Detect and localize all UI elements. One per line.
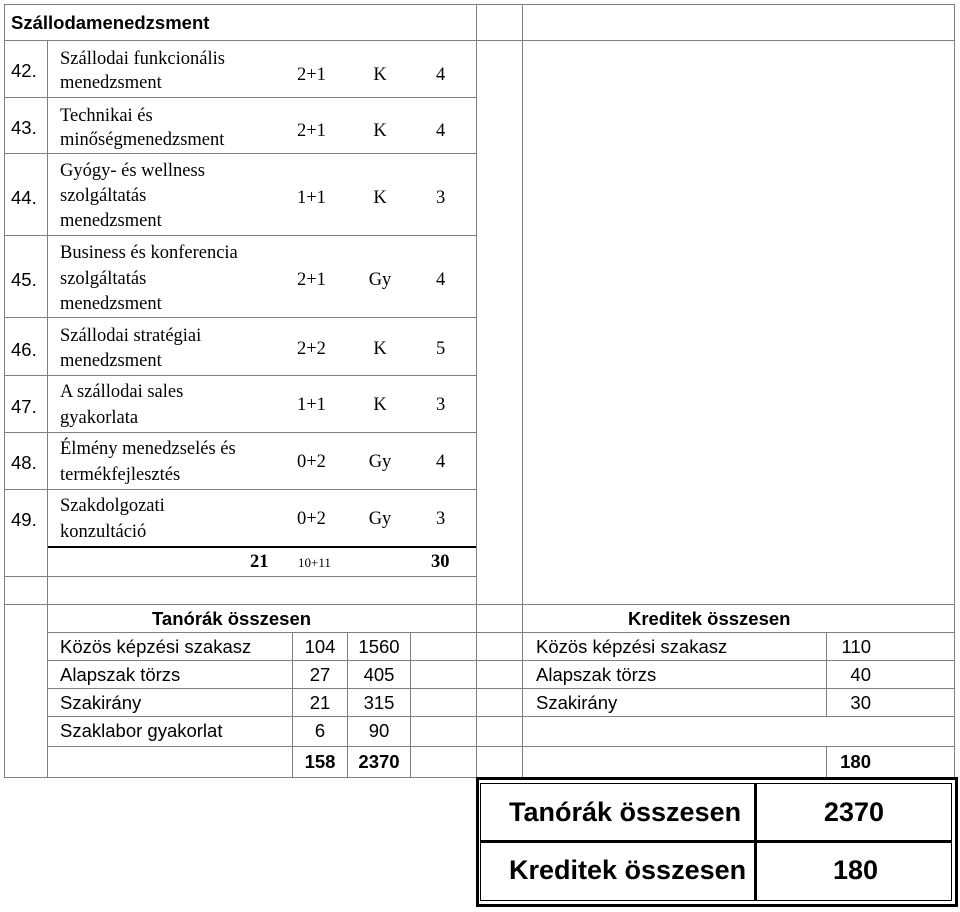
course-name-line: Szállodai stratégiai [60,326,202,346]
course-exam: K [373,339,387,359]
course-name-line: minőségmenedzsment [60,130,225,150]
hours-row-total: 315 [363,692,395,713]
hours-row-label: Közös képzési szakasz [60,636,252,657]
hours-row-label: Szakirány [60,692,142,713]
course-hours: 0+2 [297,452,326,472]
hours-row-weekly: 6 [314,720,326,741]
course-exam: K [373,65,387,85]
course-number: 48. [11,452,37,473]
course-name-line: Szakdolgozati [60,496,165,516]
hours-row-total: 90 [368,720,390,741]
credits-row-value: 30 [850,692,871,713]
course-name-line: szolgáltatás [60,186,147,206]
course-name-line: Technikai és [60,106,153,126]
course-credits: 3 [436,395,446,415]
hours-row-weekly: 27 [309,664,331,685]
hours-row-weekly: 21 [309,692,331,713]
hours-total-hours: 2370 [358,751,400,772]
credits-row-value: 110 [841,636,871,657]
course-number: 44. [11,187,37,208]
course-number: 45. [11,269,37,290]
course-name-line: szolgáltatás [60,269,147,289]
course-credits: 4 [436,65,446,85]
credits-total: 180 [840,751,871,772]
course-name-line: Business és konferencia [60,243,238,263]
grand-total-hours-value: 2370 [823,797,884,827]
hours-row-weekly: 104 [304,636,336,657]
credits-row-label: Szakirány [536,692,618,713]
course-name-line: termékfejlesztés [60,465,181,485]
course-exam: Gy [368,452,392,472]
course-exam: Gy [368,509,392,529]
subtotal-credits: 30 [431,552,450,572]
course-name-line: Élmény menedzselés és [60,439,236,459]
course-name-line: menedzsment [60,351,162,371]
course-name-line: gyakorlata [60,408,139,428]
course-exam: K [373,121,387,141]
course-exam: K [373,395,387,415]
course-name-line: menedzsment [60,211,162,231]
course-hours: 1+1 [297,395,326,415]
hours-row-total: 1560 [358,636,400,657]
credits-row-value: 40 [850,664,871,685]
course-hours: 2+2 [297,339,326,359]
course-hours: 1+1 [297,188,326,208]
grand-total-credits-label: Kreditek összesen [509,855,747,885]
course-credits: 5 [436,339,446,359]
course-hours: 2+1 [297,270,326,290]
hours-summary-title: Tanórák összesen [152,608,312,629]
hours-total-weekly: 158 [304,751,336,772]
course-number: 43. [11,117,37,138]
hours-row-total: 405 [363,664,395,685]
credits-row-label: Közös képzési szakasz [536,636,728,657]
credits-summary-title: Kreditek összesen [628,608,791,629]
course-name-line: konzultáció [60,522,147,542]
course-credits: 3 [436,509,446,529]
course-credits: 4 [436,121,446,141]
course-number: 47. [11,396,37,417]
hours-row-label: Szaklabor gyakorlat [60,720,223,741]
subtotal-split: 10+11 [298,555,331,570]
course-hours: 2+1 [297,121,326,141]
course-name-line: menedzsment [60,294,162,314]
course-credits: 4 [436,452,446,472]
course-name-line: Szállodai funkcionális [60,49,225,69]
course-name-line: menedzsment [60,73,162,93]
grand-total-hours-label: Tanórák összesen [509,797,742,827]
subtotal-weekly: 21 [250,552,269,572]
course-number: 49. [11,509,37,530]
hours-row-label: Alapszak törzs [60,664,181,685]
course-name-line: A szállodai sales [60,382,184,402]
credits-row-label: Alapszak törzs [536,664,657,685]
grand-total-credits-value: 180 [832,855,878,885]
course-exam: K [373,188,387,208]
section-title: Szállodamenedzsment [11,12,210,33]
course-hours: 2+1 [297,65,326,85]
course-number: 46. [11,339,37,360]
course-name-line: Gyógy- és wellness [60,161,205,181]
course-hours: 0+2 [297,509,326,529]
course-number: 42. [11,60,37,81]
course-exam: Gy [368,270,392,290]
course-credits: 4 [436,270,446,290]
course-credits: 3 [436,188,446,208]
